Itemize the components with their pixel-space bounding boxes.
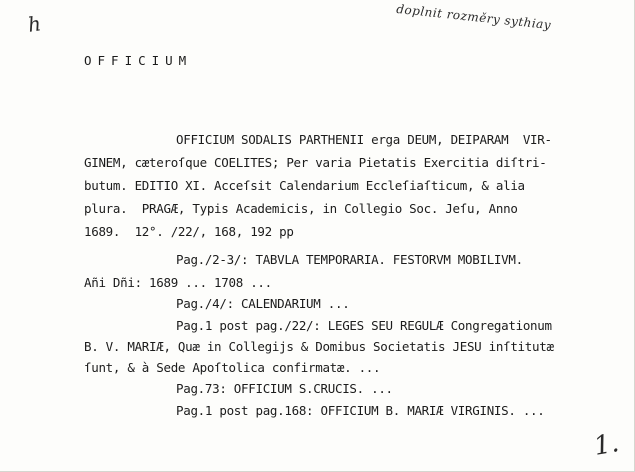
contents-line: ſunt, & à Sede Apoſtolica confirmatæ. ... bbox=[84, 360, 381, 375]
description-line: OFFICIUM SODALIS PARTHENII erga DEUM, DEIPARAM VIR- bbox=[176, 132, 552, 147]
contents-line: Pag.1 post pag./22/: LEGES SEU REGULÆ Congregationum bbox=[176, 318, 552, 333]
handwritten-bottom-mark: 1. bbox=[591, 428, 622, 462]
contents-line: Pag./2-3/: TABVLA TEMPORARIA. FESTORVM MOBILIVM. bbox=[176, 252, 523, 267]
description-line: GINEM, cæteroſque COELITES; Per varia Pietatis Exercitia diſtri- bbox=[84, 155, 547, 170]
contents-line: Pag.1 post pag.168: OFFICIUM B. MARIÆ VIRGINIS. ... bbox=[176, 403, 545, 418]
contents-line: Añi Dñi: 1689 ... 1708 ... bbox=[84, 275, 272, 290]
description-line: plura. PRAGÆ, Typis Academicis, in Collegio Soc. Jeſu, Anno bbox=[84, 201, 518, 216]
contents-line: B. V. MARIÆ, Quæ in Collegijs & Domibus Societatis JESU inſtitutæ bbox=[84, 339, 554, 354]
handwritten-corner-mark: h bbox=[26, 11, 43, 37]
handwritten-note: doplnit rozměry sythiay bbox=[395, 1, 552, 33]
card-heading: OFFICIUM bbox=[84, 53, 193, 68]
contents-line: Pag.73: OFFICIUM S.CRUCIS. ... bbox=[176, 381, 393, 396]
description-line: 1689. 12°. /22/, 168, 192 pp bbox=[84, 224, 294, 239]
contents-line: Pag./4/: CALENDARIUM ... bbox=[176, 296, 350, 311]
description-line: butum. EDITIO XI. Acceſsit Calendarium Eccleſiaſticum, & alia bbox=[84, 178, 525, 193]
